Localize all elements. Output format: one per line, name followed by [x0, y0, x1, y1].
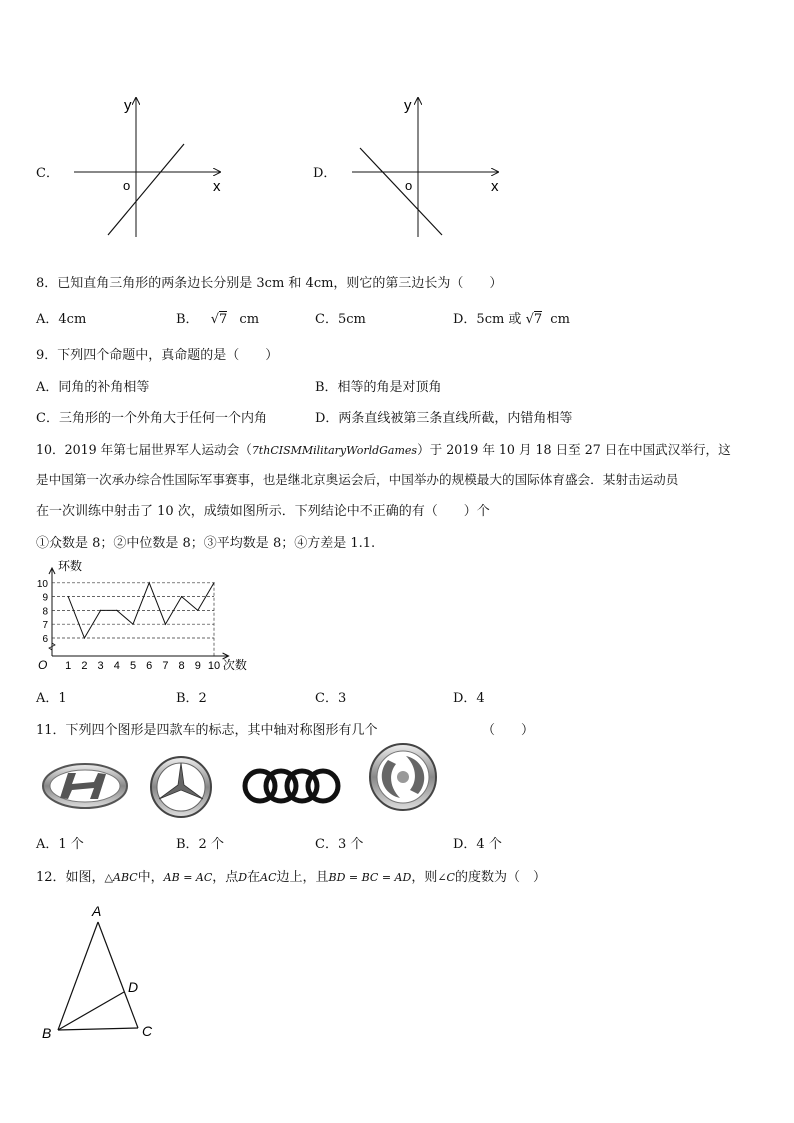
q9-option-c[interactable]: C．三角形的一个外角大于任何一个内角 [36, 411, 267, 426]
q8-option-d-label: D．5cm 或 [453, 312, 522, 327]
q9-stem: 9．下列四个命题中，真命题的是（ ） [36, 348, 279, 363]
q11-option-b[interactable]: B．2 个 [176, 837, 224, 852]
y-tick-label: 7 [42, 620, 48, 632]
q10-option-d[interactable]: D．4 [453, 691, 485, 706]
q8-stem: 8．已知直角三角形的两条边长分别是 3cm 和 4cm，则它的第三边长为（ ） [36, 276, 503, 291]
data-point-3 [100, 610, 101, 611]
q12-point-d: D [238, 871, 248, 884]
x-tick-label: 5 [129, 660, 137, 672]
x-tick-label: 7 [162, 660, 169, 672]
q10-option-b[interactable]: B．2 [176, 691, 207, 706]
radicand: 7 [533, 312, 543, 327]
x-tick-label: 3 [97, 660, 104, 672]
q12-text-6: 的度数为（ ） [454, 870, 546, 885]
q12-text-4: 边上，且 [276, 870, 329, 885]
q7-option-d-label[interactable]: D． [313, 166, 337, 181]
q9-option-a[interactable]: A．同角的补角相等 [36, 380, 150, 395]
mercedes-logo-icon [148, 754, 214, 820]
q12-eq-1: AB = AC [163, 871, 213, 884]
origin-label: o [123, 178, 131, 193]
q7-option-c-label[interactable]: C． [36, 166, 59, 181]
vertex-a-label: A [92, 903, 102, 919]
q8-option-b[interactable] [176, 308, 259, 327]
graph-line [108, 144, 184, 235]
x-tick-label: 10 [207, 660, 221, 672]
audi-logo-icon [240, 765, 344, 807]
q12-angle-c: ∠C [437, 871, 455, 884]
data-point-4 [116, 610, 117, 611]
q10-line-chart [30, 556, 260, 672]
q10-italic-name: 7thCISMMilitaryWorldGames [251, 444, 418, 457]
origin-label: O [38, 658, 48, 672]
y-tick-label: 9 [42, 592, 48, 604]
q7-option-d-graph [348, 92, 508, 242]
data-point-6 [149, 582, 150, 583]
x-axis-label: 次数 [222, 658, 247, 672]
q8-option-d[interactable] [453, 308, 570, 327]
y-axis-label: 环数 [58, 559, 83, 573]
unit: cm [239, 312, 260, 327]
q12-text-2: ，点 [212, 870, 239, 885]
x-tick-label: 8 [178, 660, 185, 672]
unit: cm [550, 312, 570, 327]
q10-line-4: ①众数是 8；②中位数是 8；③平均数是 8；④方差是 1.1. [36, 536, 376, 551]
q10-line-1-a: 10．2019 年第七届世界军人运动会（ [36, 442, 252, 457]
q11-option-d[interactable]: D．4 个 [453, 837, 502, 852]
y-axis-label: y [404, 97, 412, 114]
y-tick-label: 10 [36, 578, 48, 590]
q12-text-3: 在 [247, 870, 261, 885]
x-tick-label: 6 [146, 660, 153, 672]
graph-line [360, 148, 442, 235]
q8-option-b-label: B． [176, 312, 199, 327]
q10-line-2: 是中国第一次承办综合性国际军事赛事，也是继北京奥运会后，中国举办的规模最大的国际体育盛会．某射击运动员 [36, 472, 679, 487]
sqrt-symbol: √7 [525, 312, 543, 327]
q11-option-c[interactable]: C．3 个 [315, 837, 364, 852]
q7-option-c-graph [70, 92, 230, 242]
data-point-2 [84, 637, 85, 638]
x-tick-label: 1 [65, 660, 72, 672]
x-tick-label: 2 [81, 660, 88, 672]
q8-option-c[interactable]: C．5cm [315, 312, 366, 327]
side-ab [58, 922, 98, 1030]
side-ac [98, 922, 138, 1028]
x-axis-label: x [213, 178, 221, 195]
q11-stem: 11．下列四个图形是四款车的标志，其中轴对称图形有几个 [36, 723, 378, 738]
q10-line-1 [36, 439, 731, 458]
origin-label: o [405, 178, 413, 193]
x-axis-label: x [491, 178, 499, 195]
data-point-1 [68, 596, 69, 597]
hyundai-logo-icon [40, 760, 130, 812]
q12-stem [36, 866, 546, 885]
data-point-9 [197, 610, 198, 611]
data-point-10 [213, 582, 214, 583]
y-axis-label: y [124, 97, 132, 114]
q12-text-1: 中， [137, 870, 164, 885]
vertex-c-label: C [142, 1023, 153, 1039]
y-tick-label: 8 [42, 606, 48, 618]
q11-paren: （ ） [482, 723, 535, 738]
q10-line-3: 在一次训练中射击了 10 次，成绩如图所示．下列结论中不正确的有（ ）个 [36, 504, 490, 519]
q12-prefix: 12．如图， [36, 870, 105, 885]
q12-triangle-figure [38, 900, 168, 1045]
x-tick-label: 9 [194, 660, 201, 672]
q12-text-5: ，则 [411, 870, 438, 885]
data-point-5 [132, 624, 133, 625]
radicand: 7 [219, 312, 228, 327]
q9-option-d[interactable]: D．两条直线被第三条直线所截，内错角相等 [315, 411, 573, 426]
q11-option-a[interactable]: A．1 个 [36, 837, 84, 852]
data-point-8 [181, 596, 182, 597]
data-point-7 [165, 624, 166, 625]
x-tick-label: 4 [113, 660, 120, 672]
y-tick-label: 6 [42, 634, 48, 645]
q9-option-b[interactable]: B．相等的角是对顶角 [315, 380, 442, 395]
point-d-label: D [128, 979, 139, 995]
q10-line-1-b: ）于 2019 年 10 月 18 日至 27 日在中国武汉举行，这 [417, 442, 731, 457]
sqrt-symbol: √7 [210, 312, 228, 327]
dongfeng-logo-icon [366, 742, 440, 812]
q12-side-ac: AC [260, 871, 277, 884]
q10-option-c[interactable]: C．3 [315, 691, 347, 706]
q8-option-a[interactable]: A．4cm [36, 312, 87, 327]
side-bc [58, 1028, 138, 1030]
q10-option-a[interactable]: A．1 [36, 691, 67, 706]
q12-triangle: △ABC [104, 871, 138, 884]
vertex-b-label: B [42, 1025, 52, 1041]
segment-bd [58, 992, 124, 1030]
q12-eq-2: BD = BC = AD [328, 871, 412, 884]
